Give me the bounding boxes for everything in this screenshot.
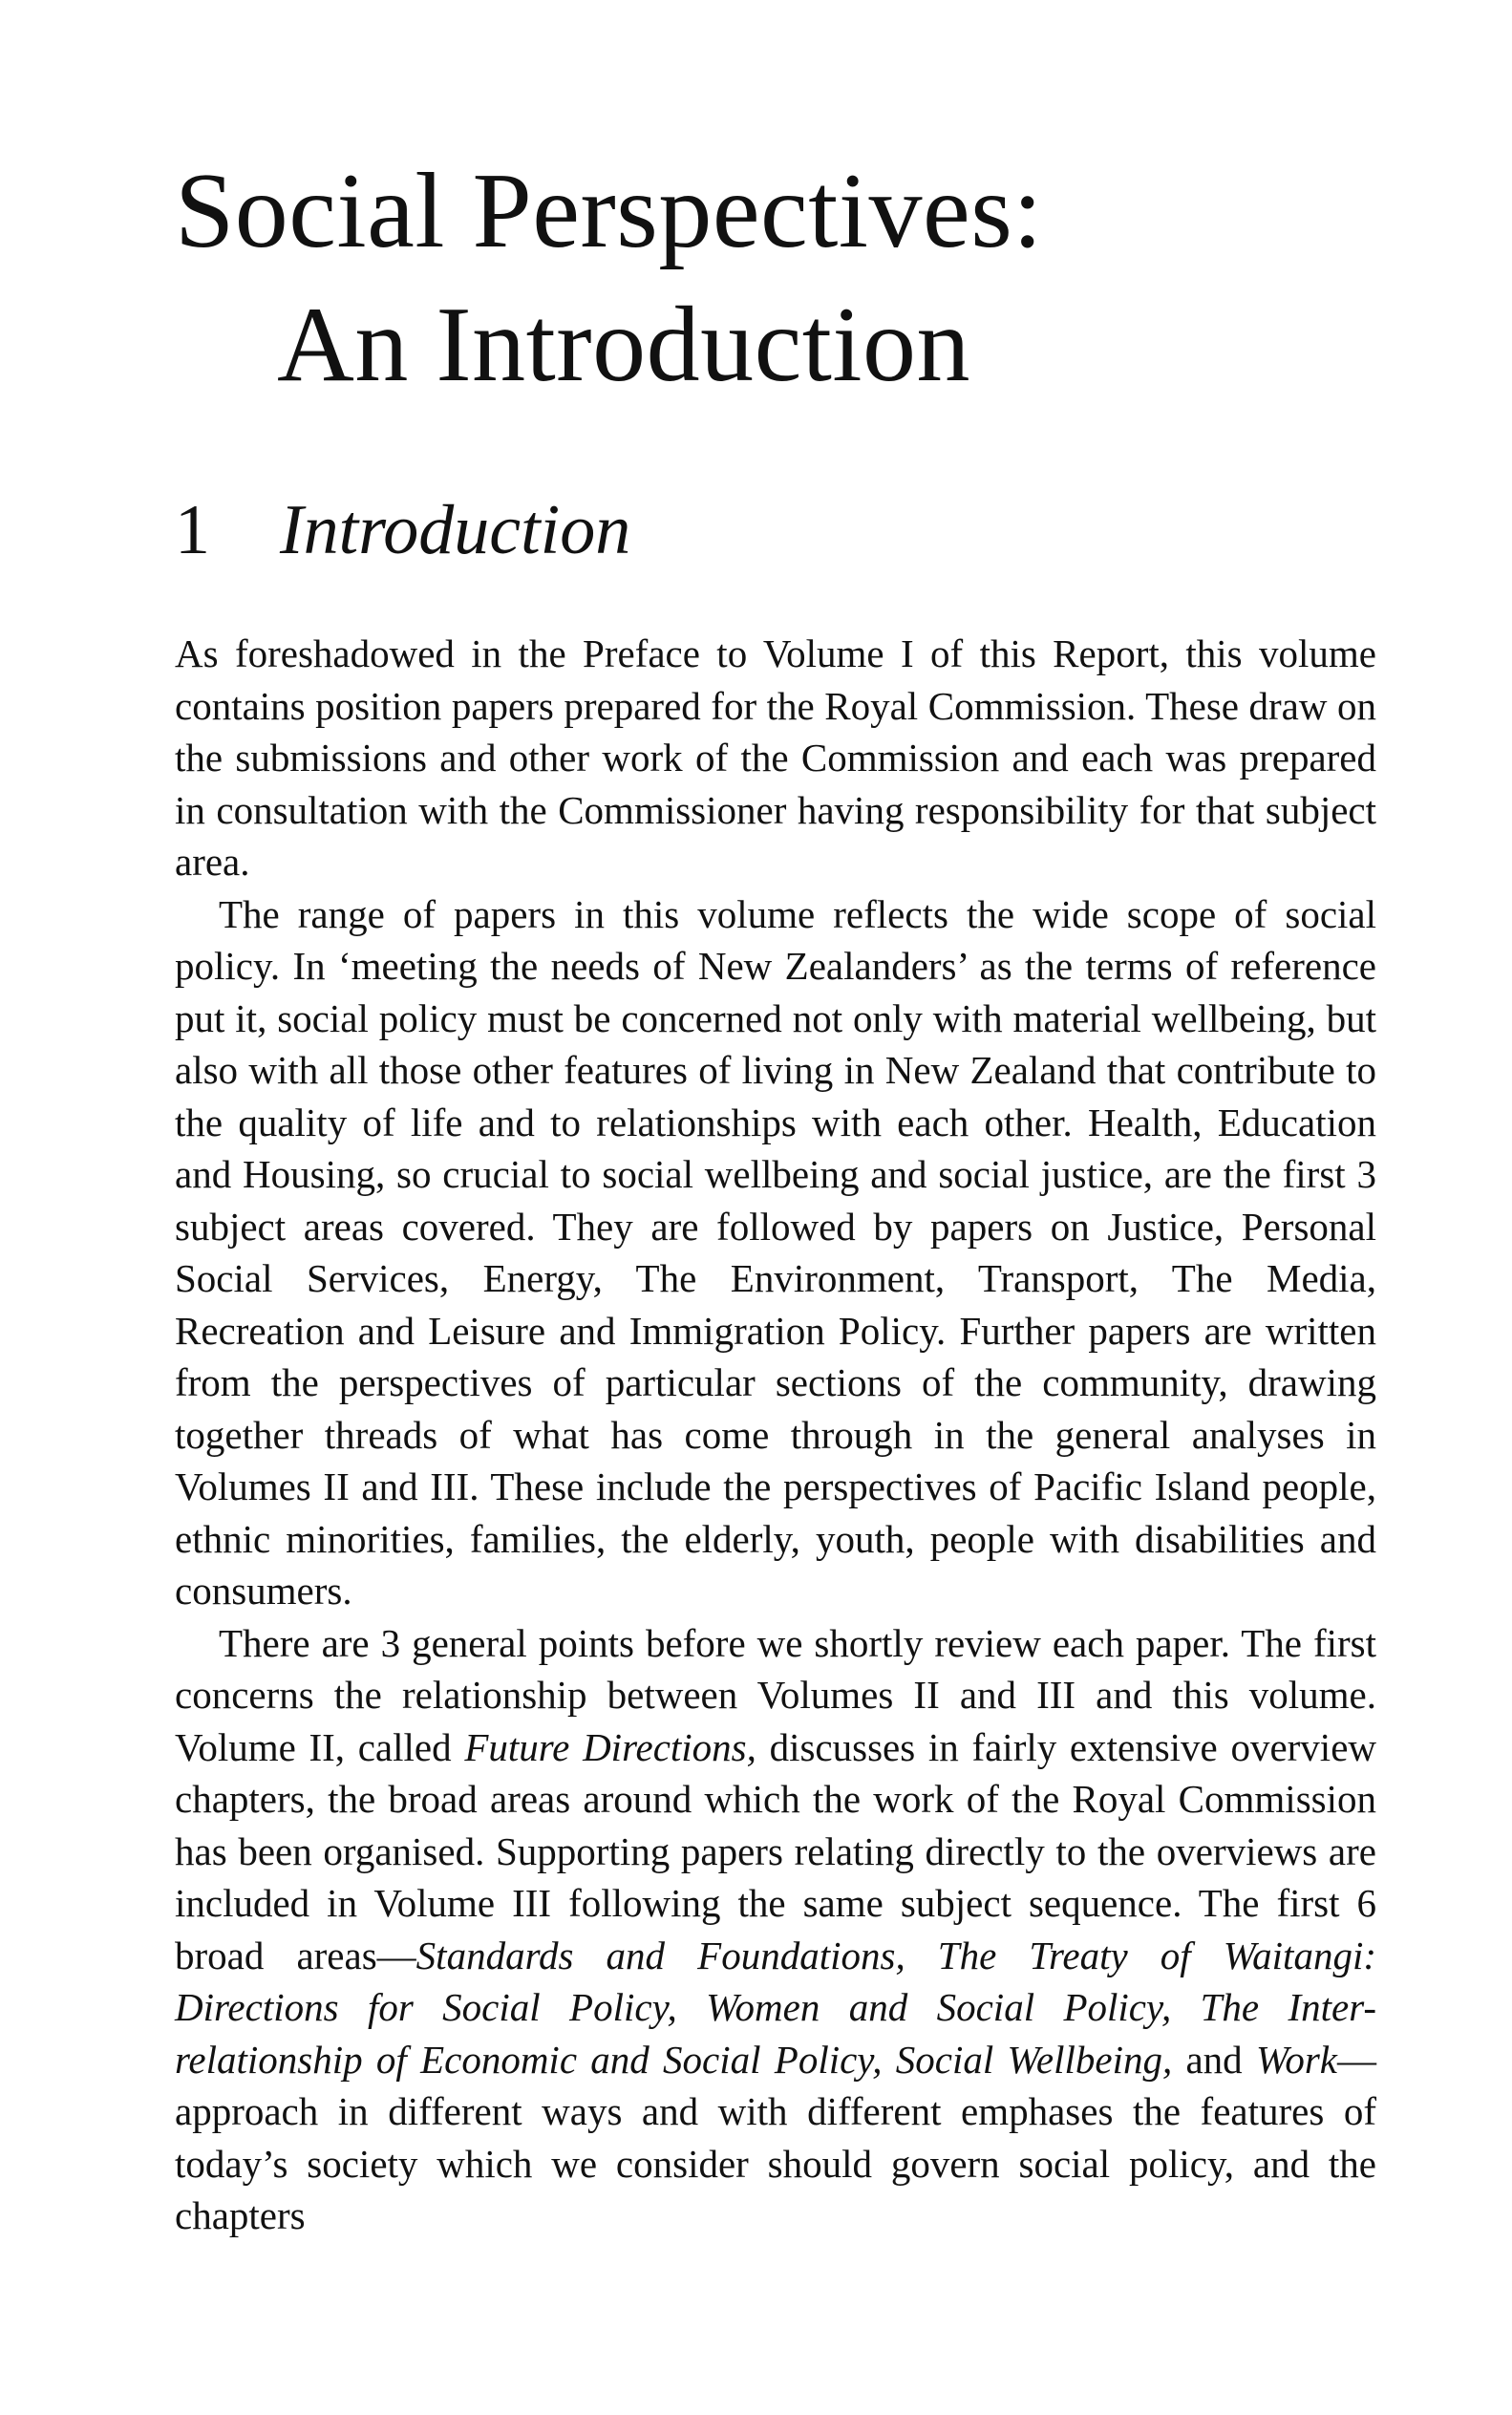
section-heading (175, 492, 630, 569)
paragraph-3-volume-title: Future Directions, (464, 1724, 756, 1769)
body-text (175, 628, 1376, 2242)
section-title: Introduction (280, 491, 631, 569)
paragraph-2: The range of papers in this volume reflects the wide scope of social policy. In ‘meeting the needs of New Zealanders’ as the terms of reference put it, social policy must be concerned not only with material wellbeing, but also with all those other features of living in New Zealand that contribute to the quality of life and to relationships with each other. Health, Education and Housing, so crucial to social wellbeing and social justice, are the first 3 subject areas covered. They are followed by papers on Justice, Personal Social Services, Energy, The Environment, Transport, The Media, Recreation and Leisure and Immigration Policy. Further papers are written from the perspectives of particular sections of the community, drawing together threads of what has come through in the general analyses in Volumes II and III. These include the perspectives of Pacific Island people, ethnic minorities, families, the elderly, youth, people with disabilities and consumers. (175, 891, 1376, 1613)
paragraph-3-text-c: discusses in fairly extensive overview chapters, the broad areas around which the work of the Royal Commission has been organised. Supporting papers relating directly to the overviews are included in Volume III following the same subject sequence. The first 6 broad areas— (175, 1724, 1376, 1977)
paragraph-3-text-e: and (1172, 2037, 1256, 2082)
section-number: 1 (175, 491, 210, 569)
page-title-line-1: Social Perspectives: (175, 152, 1043, 270)
paragraph-3-broad-areas: Standards and Foundations, The Treaty of Waitangi: Directions for Social Policy, Women and Social Policy, The Inter-relationship of Economic and Social Policy, Social Wellbeing, (175, 1933, 1376, 2082)
paragraph-1: As foreshadowed in the Preface to Volume I of this Report, this volume contains position papers prepared for the Royal Commission. These draw on the submissions and other work of the Commission and each was prepared in consultation with the Commissioner having responsibility for that subject area. (175, 631, 1376, 884)
paragraph-3-work: Work (1255, 2037, 1337, 2082)
paragraph-3-text-g: —approach in different ways and with different emphases the features of today’s society which we consider should govern social policy, and the chapters (175, 2037, 1376, 2237)
page-title-line-2: An Introduction (277, 286, 971, 404)
paragraph-3 (175, 1617, 1376, 2242)
paragraph-3-text-a: There are 3 general points before we shortly review each paper. The first concerns the relationship between Volumes II and III and this volume. Volume II, called (175, 1620, 1376, 1769)
